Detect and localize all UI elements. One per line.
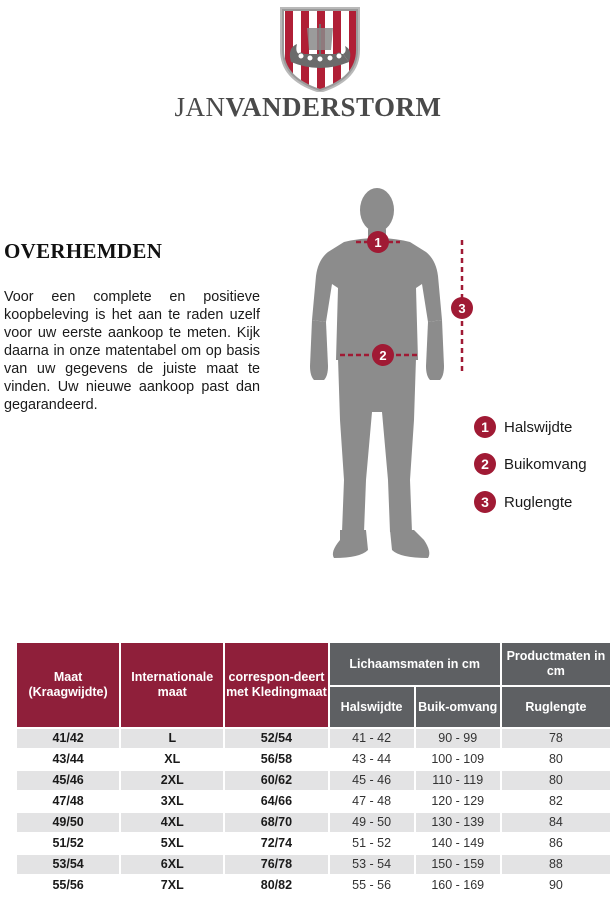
cell-maat: 53/54 bbox=[17, 855, 119, 874]
marker-1-label: 1 bbox=[374, 235, 382, 250]
cell-halswijdte: 45 - 46 bbox=[330, 771, 414, 790]
cell-maat: 55/56 bbox=[17, 876, 119, 895]
table-row bbox=[17, 834, 610, 853]
header-buikomvang: Buik-omvang bbox=[416, 687, 500, 727]
header-lichaamsmaten: Lichaamsmaten in cm bbox=[330, 643, 500, 685]
cell-maat: 43/44 bbox=[17, 750, 119, 769]
cell-kledingmaat: 68/70 bbox=[225, 813, 327, 832]
cell-internationale-maat: 6XL bbox=[121, 855, 223, 874]
cell-halswijdte: 55 - 56 bbox=[330, 876, 414, 895]
size-table bbox=[15, 641, 612, 897]
cell-kledingmaat: 80/82 bbox=[225, 876, 327, 895]
legend-number-2: 2 bbox=[474, 453, 496, 475]
cell-halswijdte: 53 - 54 bbox=[330, 855, 414, 874]
cell-halswijdte: 49 - 50 bbox=[330, 813, 414, 832]
cell-ruglengte: 80 bbox=[502, 771, 610, 790]
legend-label-ruglengte: Ruglengte bbox=[504, 493, 573, 511]
cell-buikomvang: 110 - 119 bbox=[416, 771, 500, 790]
cell-internationale-maat: L bbox=[121, 729, 223, 748]
header-productmaten: Productmaten in cm bbox=[502, 643, 610, 685]
header-internationale-maat: Internationale maat bbox=[121, 643, 223, 727]
intro-text: Voor een complete en positieve koopbeleving is het aan te raden uzelf voor uw eerste aankoop te meten. Kijk daarna in onze matentabel om op basis van uw gegevens de juiste maat te vinden. Uw nieuwe aankoop past dan gegarandeerd. bbox=[4, 289, 260, 413]
marker-3-label: 3 bbox=[458, 301, 466, 316]
cell-kledingmaat: 64/66 bbox=[225, 792, 327, 811]
header-maat: Maat (Kraagwijdte) bbox=[17, 643, 119, 727]
viking-shield-icon bbox=[277, 4, 363, 92]
cell-buikomvang: 100 - 109 bbox=[416, 750, 500, 769]
cell-ruglengte: 84 bbox=[502, 813, 610, 832]
cell-ruglengte: 88 bbox=[502, 855, 610, 874]
brand-name-light: JAN bbox=[174, 92, 226, 122]
cell-internationale-maat: 7XL bbox=[121, 876, 223, 895]
measurement-figure bbox=[300, 180, 500, 580]
table-row bbox=[17, 792, 610, 811]
legend-item-ruglengte bbox=[474, 489, 572, 515]
table-row bbox=[17, 813, 610, 832]
cell-ruglengte: 90 bbox=[502, 876, 610, 895]
cell-ruglengte: 80 bbox=[502, 750, 610, 769]
cell-halswijdte: 43 - 44 bbox=[330, 750, 414, 769]
cell-internationale-maat: XL bbox=[121, 750, 223, 769]
table-row bbox=[17, 876, 610, 895]
legend-number-3: 3 bbox=[474, 491, 496, 513]
legend-label-halswijdte: Halswijdte bbox=[504, 418, 573, 436]
brand-logo bbox=[0, 0, 616, 130]
cell-internationale-maat: 4XL bbox=[121, 813, 223, 832]
cell-buikomvang: 130 - 139 bbox=[416, 813, 500, 832]
cell-maat: 45/46 bbox=[17, 771, 119, 790]
cell-halswijdte: 41 - 42 bbox=[330, 729, 414, 748]
cell-ruglengte: 82 bbox=[502, 792, 610, 811]
cell-kledingmaat: 76/78 bbox=[225, 855, 327, 874]
cell-internationale-maat: 5XL bbox=[121, 834, 223, 853]
cell-kledingmaat: 60/62 bbox=[225, 771, 327, 790]
cell-kledingmaat: 72/74 bbox=[225, 834, 327, 853]
cell-ruglengte: 78 bbox=[502, 729, 610, 748]
legend-label-buikomvang: Buikomvang bbox=[504, 455, 587, 473]
table-row bbox=[17, 729, 610, 748]
page-title: OVERHEMDEN bbox=[4, 239, 163, 263]
table-row bbox=[17, 750, 610, 769]
header-correspondeert: correspon-deert met Kledingmaat bbox=[225, 643, 327, 727]
cell-maat: 47/48 bbox=[17, 792, 119, 811]
cell-buikomvang: 140 - 149 bbox=[416, 834, 500, 853]
cell-maat: 49/50 bbox=[17, 813, 119, 832]
cell-ruglengte: 86 bbox=[502, 834, 610, 853]
cell-halswijdte: 47 - 48 bbox=[330, 792, 414, 811]
cell-internationale-maat: 2XL bbox=[121, 771, 223, 790]
cell-buikomvang: 120 - 129 bbox=[416, 792, 500, 811]
marker-2-label: 2 bbox=[379, 348, 387, 363]
cell-kledingmaat: 52/54 bbox=[225, 729, 327, 748]
cell-kledingmaat: 56/58 bbox=[225, 750, 327, 769]
legend-item-halswijdte bbox=[474, 414, 572, 440]
header-ruglengte: Ruglengte bbox=[502, 687, 610, 727]
legend-number-1: 1 bbox=[474, 416, 496, 438]
cell-maat: 41/42 bbox=[17, 729, 119, 748]
header-halswijdte: Halswijdte bbox=[330, 687, 414, 727]
table-row bbox=[17, 771, 610, 790]
cell-maat: 51/52 bbox=[17, 834, 119, 853]
cell-buikomvang: 90 - 99 bbox=[416, 729, 500, 748]
cell-buikomvang: 160 - 169 bbox=[416, 876, 500, 895]
brand-name bbox=[0, 92, 616, 123]
cell-halswijdte: 51 - 52 bbox=[330, 834, 414, 853]
cell-internationale-maat: 3XL bbox=[121, 792, 223, 811]
brand-name-bold: VANDERSTORM bbox=[225, 92, 442, 122]
cell-buikomvang: 150 - 159 bbox=[416, 855, 500, 874]
legend-item-buikomvang bbox=[474, 451, 587, 477]
table-row bbox=[17, 855, 610, 874]
